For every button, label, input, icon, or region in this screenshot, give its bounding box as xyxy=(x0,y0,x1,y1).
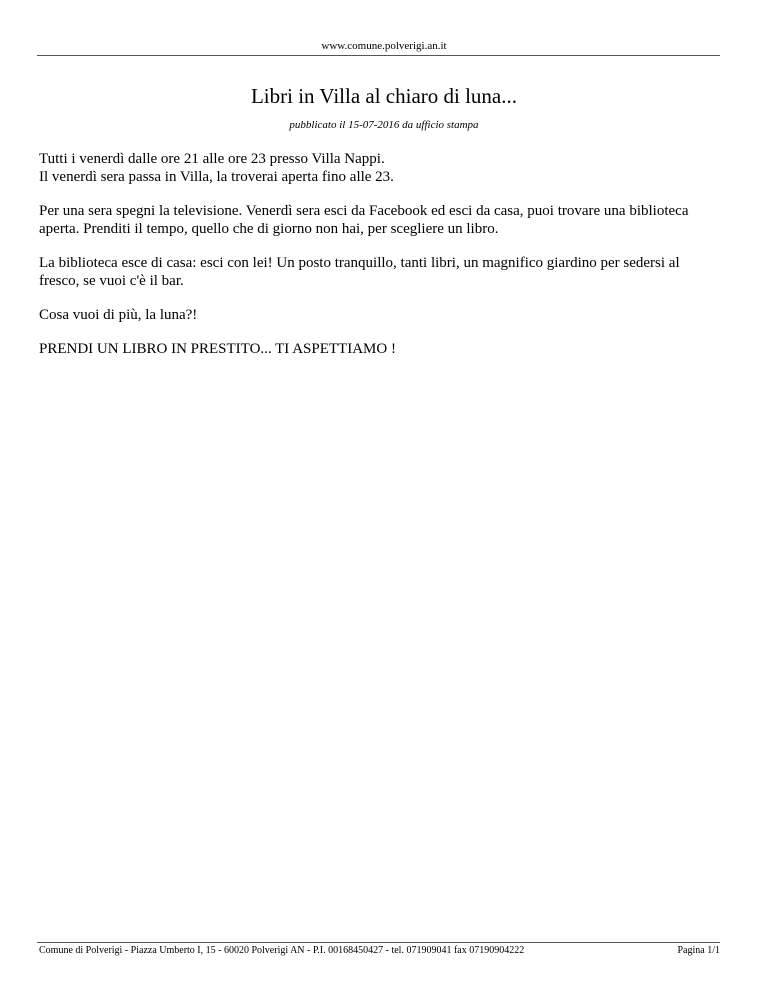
header-divider xyxy=(37,55,720,56)
paragraph-line: La biblioteca esce di casa: esci con lei! Un posto tranquillo, tanti libri, un magnifico giardino per sedersi al xyxy=(39,255,680,271)
footer-divider xyxy=(37,942,720,943)
paragraph-line: Il venerdì sera passa in Villa, la troverai aperta fino alle 23. xyxy=(39,169,394,185)
paragraph-line: fresco, se vuoi c'è il bar. xyxy=(39,273,184,289)
article-paragraph xyxy=(39,254,729,290)
paragraph-line: PRENDI UN LIBRO IN PRESTITO... TI ASPETTIAMO ! xyxy=(39,341,396,357)
article-paragraph xyxy=(39,202,729,238)
article-paragraph xyxy=(39,150,729,186)
header-site-url: www.comune.polverigi.an.it xyxy=(321,40,447,52)
paragraph-line: aperta. Prenditi il tempo, quello che di giorno non hai, per scegliere un libro. xyxy=(39,221,499,237)
paragraph-line: Per una sera spegni la televisione. Venerdì sera esci da Facebook ed esci da casa, puoi trovare una biblioteca xyxy=(39,203,689,219)
article-title: Libri in Villa al chiaro di luna... xyxy=(250,84,518,108)
footer-address: Comune di Polverigi - Piazza Umberto I, 15 - 60020 Polverigi AN - P.I. 00168450427 - tel. 071909041 fax 07190904222 xyxy=(39,945,525,956)
footer-page-number: Pagina 1/1 xyxy=(677,945,720,956)
article-byline: pubblicato il 15-07-2016 da ufficio stampa xyxy=(289,119,479,131)
paragraph-line: Tutti i venerdì dalle ore 21 alle ore 23 presso Villa Nappi. xyxy=(39,151,385,167)
article-paragraph xyxy=(39,306,729,324)
paragraph-line: Cosa vuoi di più, la luna?! xyxy=(39,307,198,323)
article-paragraph xyxy=(39,340,729,358)
article-body xyxy=(39,150,729,374)
